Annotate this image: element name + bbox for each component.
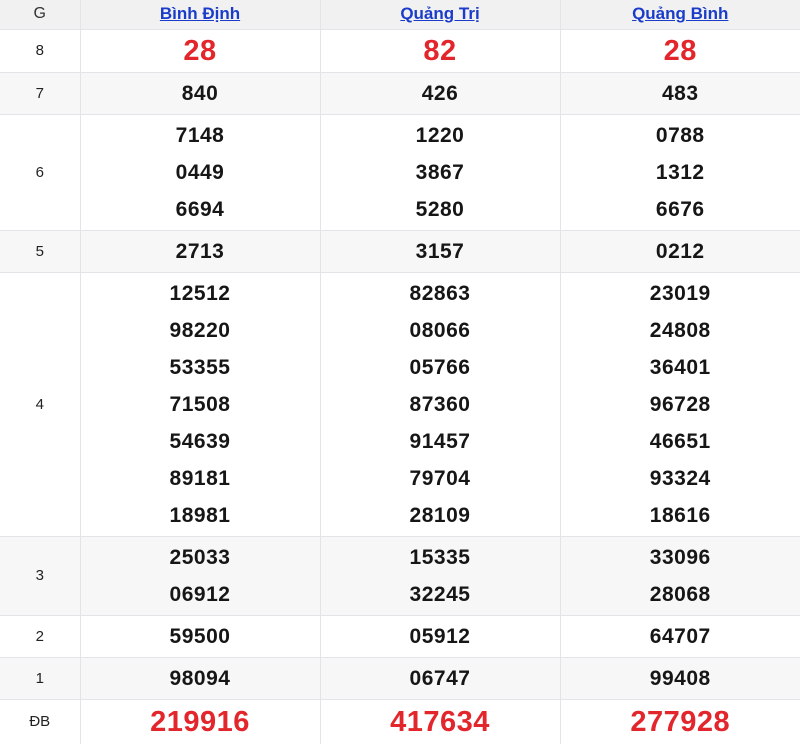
result-cell [320,272,560,536]
result-cell [80,230,320,272]
prize-label: 3 [0,536,80,615]
prize-label: 6 [0,114,80,230]
province-header-quang-tri [320,0,560,29]
prize-number: 71508 [169,392,231,416]
province-link-binh-dinh[interactable]: Bình Định [159,4,241,24]
prize-row-5 [0,230,800,272]
prize-number: 0212 [655,239,705,263]
prize-number: 05766 [409,355,471,379]
prize-number: 06912 [169,582,231,606]
result-cell [80,272,320,536]
result-cell [560,72,800,114]
result-cell [320,230,560,272]
prize-number: 36401 [649,355,711,379]
prize-row-2 [0,615,800,657]
province-header-quang-binh [560,0,800,29]
prize-number: 05912 [409,624,471,648]
table-header [0,0,800,29]
result-cell [80,657,320,699]
prize-number: 98220 [169,318,231,342]
prize-number: 483 [661,81,699,105]
result-cell [560,615,800,657]
prize-number: 277928 [630,705,731,738]
prize-label: 7 [0,72,80,114]
prize-label: 5 [0,230,80,272]
result-cell [80,615,320,657]
result-cell [80,29,320,72]
prize-number: 0788 [655,123,705,147]
prize-label: 1 [0,657,80,699]
result-cell [560,272,800,536]
result-cell [80,536,320,615]
province-link-quang-tri[interactable]: Quảng Trị [400,4,480,24]
prize-number: 98094 [169,666,231,690]
header-row [0,0,800,29]
prize-number: 59500 [169,624,231,648]
result-cell [320,657,560,699]
result-cell [320,615,560,657]
prize-number: 32245 [409,582,471,606]
prize-number: 28 [663,34,697,67]
prize-number: 18981 [169,503,231,527]
prize-number: 91457 [409,429,471,453]
prize-number: 89181 [169,466,231,490]
prize-number: 12512 [169,281,231,305]
prize-number: 3867 [415,160,465,184]
prize-number: 5280 [415,197,465,221]
prize-number: 6694 [175,197,225,221]
result-cell [560,699,800,744]
prize-row-4 [0,272,800,536]
prize-number: 25033 [169,545,231,569]
prize-number: 18616 [649,503,711,527]
prize-row-1 [0,657,800,699]
prize-number: 7148 [175,123,225,147]
prize-number: 54639 [169,429,231,453]
prize-number: 1220 [415,123,465,147]
result-cell [560,29,800,72]
province-link-quang-binh[interactable]: Quảng Bình [632,4,729,24]
prize-number: 53355 [169,355,231,379]
prize-number: 219916 [150,705,250,738]
prize-label: 8 [0,29,80,72]
result-cell [80,72,320,114]
prize-row-ĐB [0,699,800,744]
prize-label: 2 [0,615,80,657]
prize-number: 08066 [409,318,471,342]
result-cell [320,72,560,114]
prize-number: 93324 [649,466,711,490]
prize-number: 0449 [175,160,225,184]
prize-number: 24808 [649,318,711,342]
result-cell [560,536,800,615]
result-cell [80,114,320,230]
prize-number: 46651 [649,429,711,453]
prize-label: 4 [0,272,80,536]
result-cell [560,230,800,272]
prize-number: 82 [423,34,457,67]
prize-number: 28068 [649,582,711,606]
prize-label: ĐB [0,699,80,744]
prize-number: 23019 [649,281,711,305]
prize-number: 06747 [409,666,471,690]
prize-number: 82863 [409,281,471,305]
prize-row-8 [0,29,800,72]
result-cell [560,114,800,230]
prize-number: 99408 [649,666,711,690]
prize-number: 79704 [409,466,471,490]
prize-number: 64707 [649,624,711,648]
prize-number: 28 [183,34,217,67]
prize-column-header: G [0,0,80,29]
province-header-binh-dinh [80,0,320,29]
prize-number: 6676 [655,197,705,221]
results-body [0,29,800,744]
prize-number: 96728 [649,392,711,416]
prize-row-6 [0,114,800,230]
result-cell [320,29,560,72]
prize-number: 87360 [409,392,471,416]
result-cell [320,699,560,744]
result-cell [320,114,560,230]
prize-number: 3157 [415,239,465,263]
result-cell [80,699,320,744]
prize-number: 1312 [655,160,705,184]
prize-number: 2713 [175,239,225,263]
prize-number: 33096 [649,545,711,569]
result-cell [320,536,560,615]
prize-number: 426 [421,81,459,105]
prize-row-7 [0,72,800,114]
prize-row-3 [0,536,800,615]
prize-number: 840 [181,81,219,105]
prize-number: 15335 [409,545,471,569]
prize-number: 28109 [409,503,471,527]
result-cell [560,657,800,699]
prize-number: 417634 [390,705,490,738]
